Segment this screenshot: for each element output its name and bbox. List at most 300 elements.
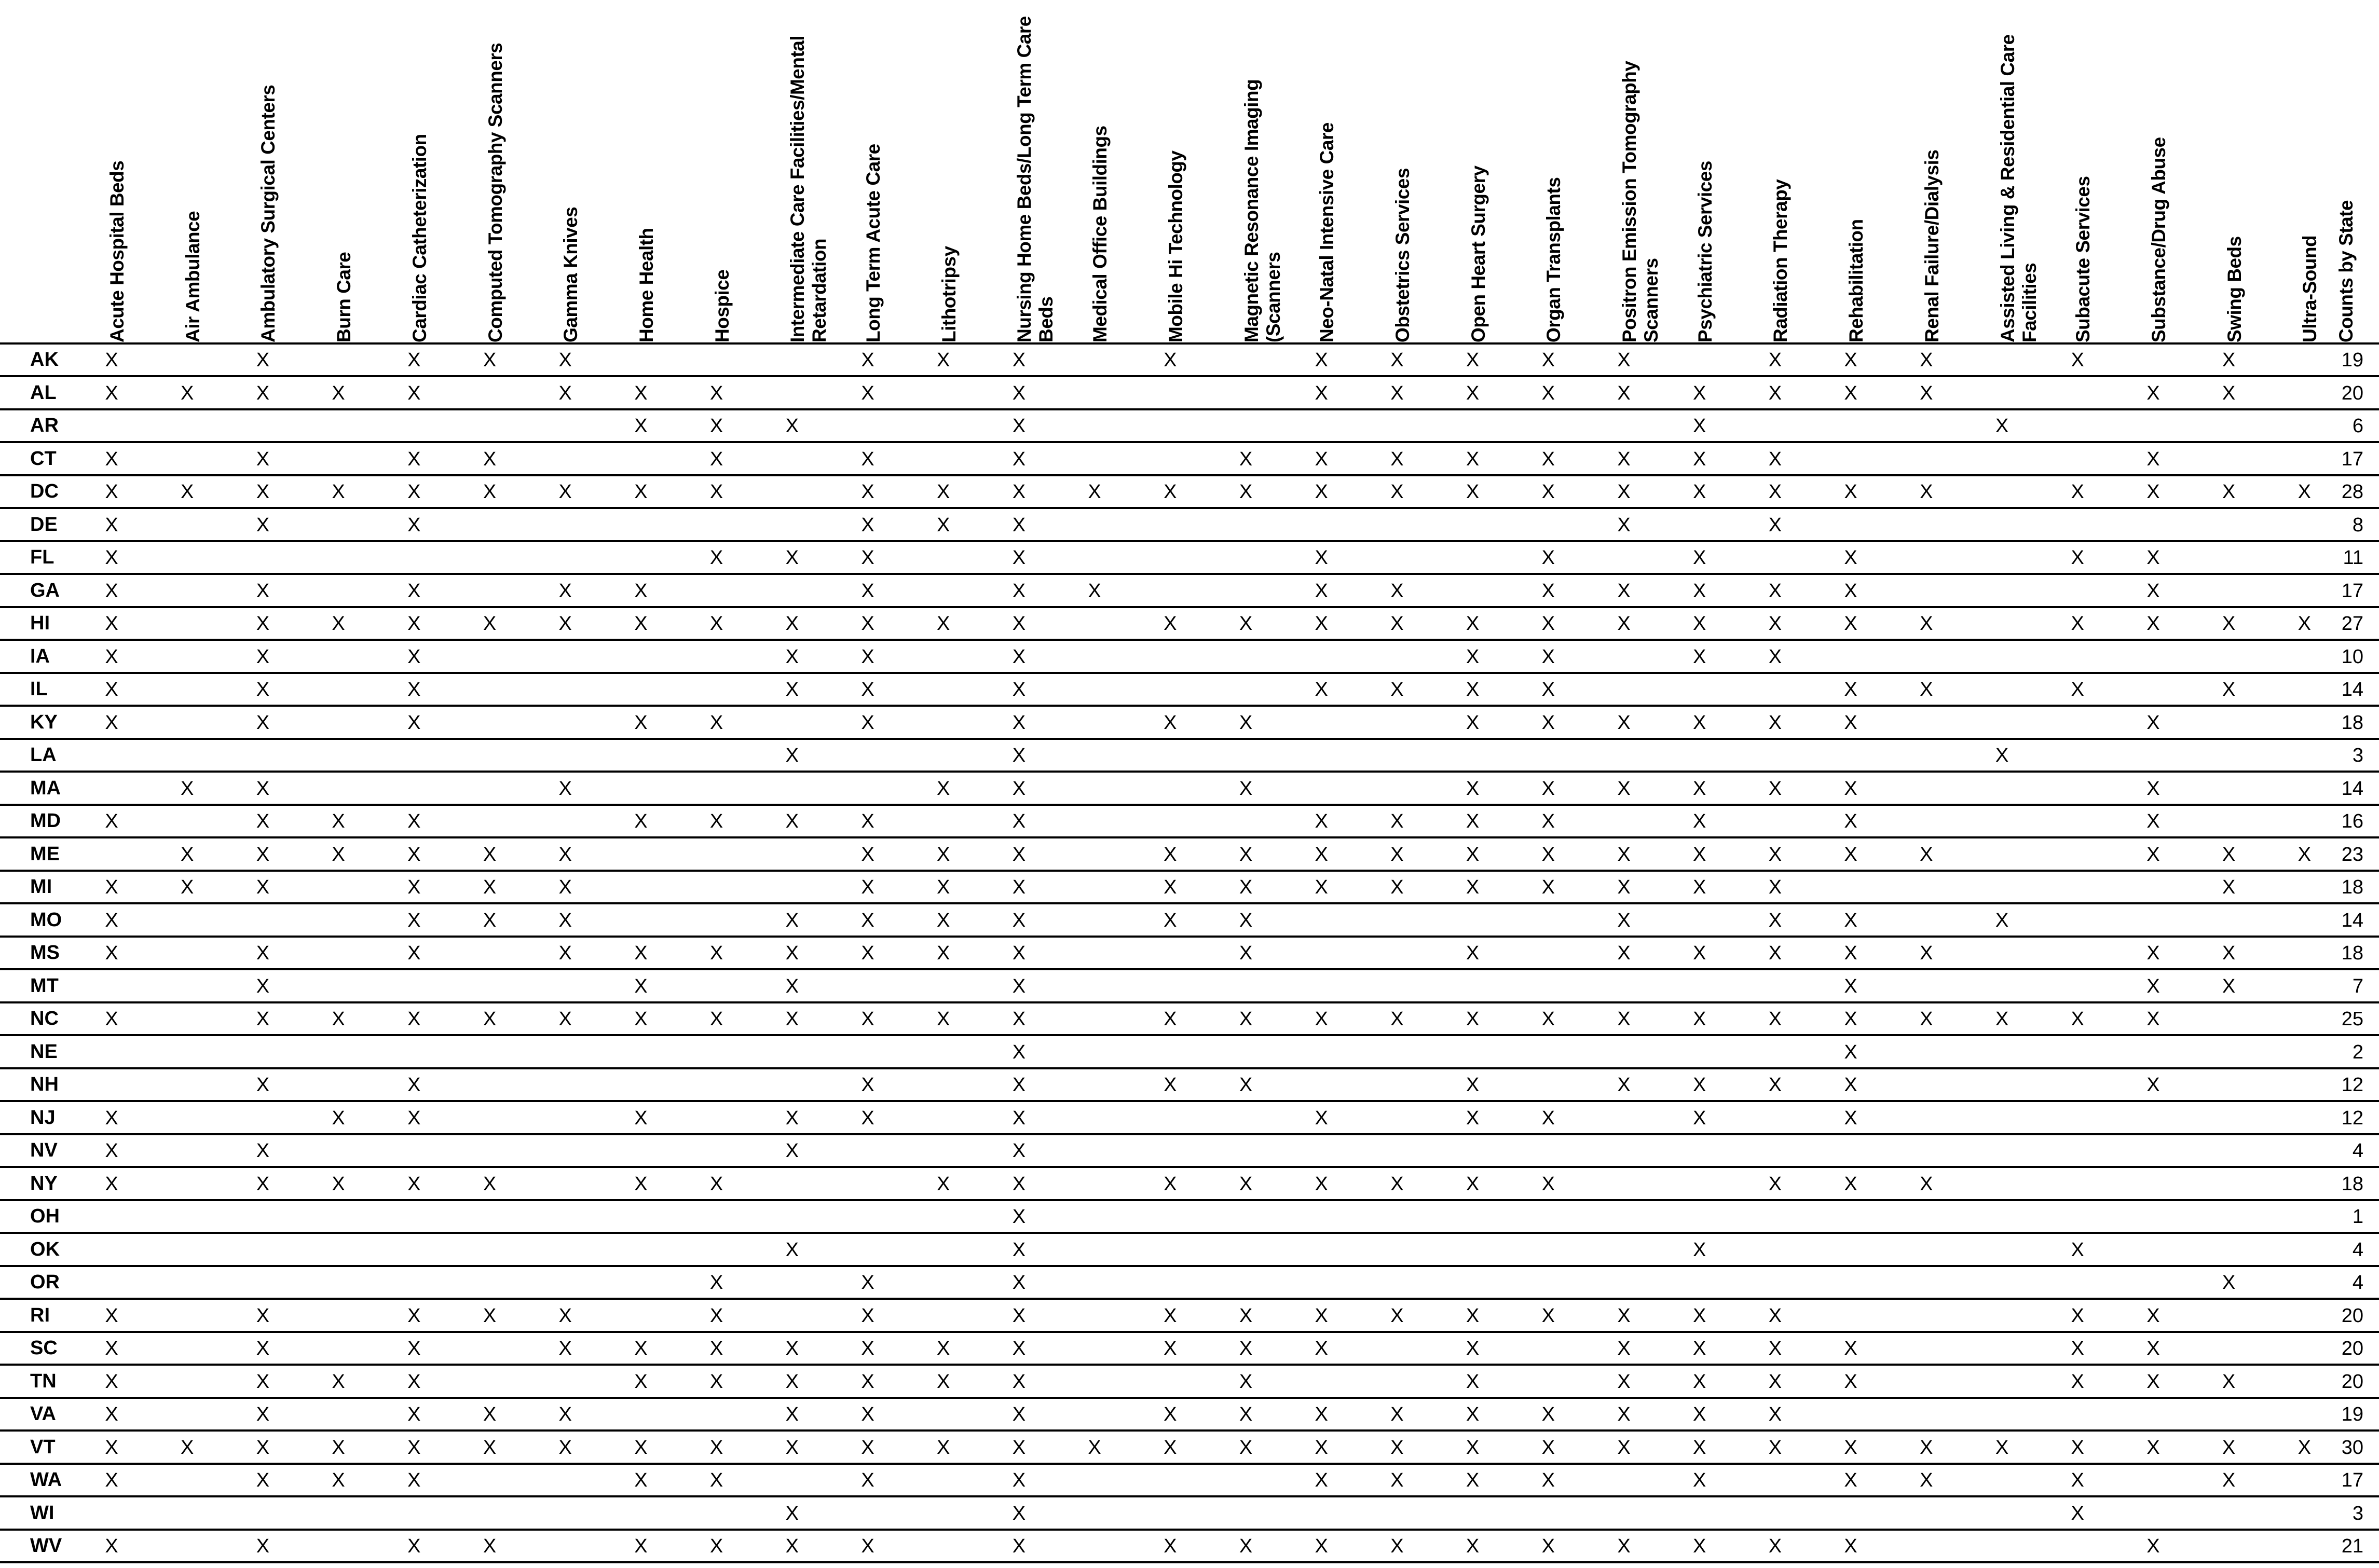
state-label: MA <box>30 777 61 799</box>
state-count: 14 <box>2341 679 2363 700</box>
service-mark: X <box>1617 1404 1631 1425</box>
service-mark: X <box>1012 1008 1026 1030</box>
service-mark: X <box>1541 580 1555 602</box>
service-mark: X <box>181 843 194 865</box>
service-mark: X <box>1239 843 1253 865</box>
service-mark: X <box>1768 514 1782 536</box>
service-mark: X <box>785 679 799 700</box>
service-mark: X <box>937 1338 950 1359</box>
service-mark: X <box>1164 1338 1177 1359</box>
service-mark: X <box>785 1535 799 1557</box>
service-mark: X <box>709 547 723 569</box>
service-mark: X <box>2222 1272 2236 1294</box>
column-header <box>847 0 920 342</box>
service-mark: X <box>1315 679 1328 700</box>
service-mark: X <box>1844 349 1857 371</box>
service-mark: X <box>2146 1008 2160 1030</box>
service-mark: X <box>1239 448 1253 470</box>
service-mark: X <box>407 679 421 700</box>
count-column-header <box>2320 0 2379 342</box>
service-mark: X <box>1239 876 1253 898</box>
column-header <box>167 0 239 342</box>
service-mark: X <box>1390 1404 1404 1425</box>
column-header <box>1527 0 1600 342</box>
state-label: MD <box>30 810 61 832</box>
state-label: LA <box>30 744 57 766</box>
service-mark: X <box>1164 613 1177 635</box>
service-mark: X <box>1768 909 1782 931</box>
service-mark: X <box>1617 514 1631 536</box>
service-mark: X <box>1012 975 1026 997</box>
service-mark: X <box>1617 942 1631 964</box>
service-mark: X <box>105 1535 118 1557</box>
service-mark: X <box>1617 909 1631 931</box>
service-mark: X <box>483 1304 497 1327</box>
service-mark: X <box>256 843 270 865</box>
service-mark: X <box>1315 448 1328 470</box>
state-count: 18 <box>2341 876 2363 898</box>
column-header <box>2057 0 2129 342</box>
service-mark: X <box>1012 679 1026 700</box>
service-mark: X <box>785 645 799 668</box>
table-row <box>0 1069 2379 1102</box>
service-mark: X <box>1012 415 1026 437</box>
table-row <box>0 1366 2379 1399</box>
service-mark: X <box>1617 1008 1631 1030</box>
service-mark: X <box>105 1173 118 1195</box>
service-mark: X <box>2222 679 2236 700</box>
service-mark: X <box>1768 481 1782 503</box>
service-mark: X <box>709 1535 723 1557</box>
service-mark: X <box>1012 843 1026 865</box>
service-mark: X <box>256 580 270 602</box>
service-mark: X <box>1239 481 1253 503</box>
service-mark: X <box>256 349 270 371</box>
service-mark: X <box>2146 810 2160 832</box>
service-mark: X <box>634 415 648 437</box>
service-mark: X <box>1844 580 1857 602</box>
service-mark: X <box>105 382 118 404</box>
service-mark: X <box>861 613 874 635</box>
service-mark: X <box>2222 481 2236 503</box>
service-mark: X <box>1012 382 1026 404</box>
column-header-label: Subacute Services <box>2072 176 2094 342</box>
service-mark: X <box>785 909 799 931</box>
service-mark: X <box>861 382 874 404</box>
service-mark: X <box>483 909 497 931</box>
service-mark: X <box>256 975 270 997</box>
service-mark: X <box>1541 679 1555 700</box>
service-mark: X <box>1920 843 1933 865</box>
service-mark: X <box>937 613 950 635</box>
service-mark: X <box>256 942 270 964</box>
state-label: DE <box>30 513 58 535</box>
service-mark: X <box>105 1008 118 1030</box>
service-mark: X <box>2146 711 2160 734</box>
service-mark: X <box>1920 942 1933 964</box>
service-mark: X <box>1617 1304 1631 1327</box>
service-mark: X <box>558 1404 572 1425</box>
column-header <box>1679 0 1752 342</box>
service-mark: X <box>105 349 118 371</box>
service-mark: X <box>709 1008 723 1030</box>
table-row <box>0 476 2379 509</box>
service-mark: X <box>1693 1074 1706 1096</box>
service-mark: X <box>1466 1304 1480 1327</box>
state-count: 3 <box>2352 1502 2363 1524</box>
service-mark: X <box>1617 843 1631 865</box>
state-count: 28 <box>2341 481 2363 503</box>
service-mark: X <box>861 1436 874 1459</box>
service-mark: X <box>1693 942 1706 964</box>
state-label: WA <box>30 1469 62 1491</box>
service-mark: X <box>2071 613 2084 635</box>
service-mark: X <box>937 349 950 371</box>
service-mark: X <box>1541 448 1555 470</box>
service-mark: X <box>861 349 874 371</box>
service-mark: X <box>1617 613 1631 635</box>
service-mark: X <box>709 1436 723 1459</box>
service-mark: X <box>1390 382 1404 404</box>
service-mark: X <box>937 876 950 898</box>
service-mark: X <box>861 679 874 700</box>
service-mark: X <box>709 1173 723 1195</box>
state-label: OH <box>30 1205 60 1227</box>
service-mark: X <box>181 876 194 898</box>
service-mark: X <box>1390 1173 1404 1195</box>
table-row <box>0 674 2379 707</box>
service-mark: X <box>1995 1436 2009 1459</box>
service-mark: X <box>1012 1502 1026 1524</box>
service-mark: X <box>181 1436 194 1459</box>
state-count: 4 <box>2352 1140 2363 1162</box>
service-mark: X <box>1012 547 1026 569</box>
table-row <box>0 510 2379 542</box>
service-mark: X <box>1390 1436 1404 1459</box>
service-mark: X <box>1693 1338 1706 1359</box>
service-mark: X <box>483 1535 497 1557</box>
table-row <box>0 1201 2379 1234</box>
service-mark: X <box>105 580 118 602</box>
service-mark: X <box>1012 580 1026 602</box>
service-mark: X <box>256 645 270 668</box>
service-mark: X <box>332 1469 345 1491</box>
service-mark: X <box>105 810 118 832</box>
service-mark: X <box>105 448 118 470</box>
service-mark: X <box>1693 843 1706 865</box>
service-mark: X <box>861 1535 874 1557</box>
column-header-label: Substance/Drug Abuse <box>2148 137 2169 342</box>
column-header-label: Nursing Home Beds/Long Term Care Beds <box>1014 16 1057 342</box>
column-header <box>242 0 315 342</box>
service-mark: X <box>105 1304 118 1327</box>
service-mark: X <box>1995 1008 2009 1030</box>
service-mark: X <box>1541 613 1555 635</box>
service-mark: X <box>1012 1206 1026 1228</box>
service-mark: X <box>256 448 270 470</box>
table-row <box>0 707 2379 740</box>
service-mark: X <box>256 481 270 503</box>
service-mark: X <box>1844 843 1857 865</box>
service-mark: X <box>1164 711 1177 734</box>
service-mark: X <box>785 613 799 635</box>
service-mark: X <box>785 745 799 766</box>
service-mark: X <box>785 547 799 569</box>
service-mark: X <box>1315 1107 1328 1129</box>
service-mark: X <box>2071 1239 2084 1261</box>
column-header-label: Home Health <box>635 228 657 342</box>
service-mark: X <box>1541 711 1555 734</box>
column-header <box>1830 0 1903 342</box>
service-mark: X <box>1768 1370 1782 1393</box>
service-mark: X <box>2222 1370 2236 1393</box>
service-mark: X <box>861 1370 874 1393</box>
service-mark: X <box>785 975 799 997</box>
service-mark: X <box>1164 481 1177 503</box>
service-mark: X <box>256 1304 270 1327</box>
service-mark: X <box>558 613 572 635</box>
service-mark: X <box>1617 580 1631 602</box>
service-mark: X <box>709 942 723 964</box>
service-mark: X <box>1768 1404 1782 1425</box>
service-mark: X <box>634 1469 648 1491</box>
state-label: GA <box>30 579 60 601</box>
service-mark: X <box>1012 1404 1026 1425</box>
service-mark: X <box>483 481 497 503</box>
service-mark: X <box>1920 1173 1933 1195</box>
service-mark: X <box>1844 975 1857 997</box>
service-mark: X <box>861 1304 874 1327</box>
service-mark: X <box>1617 777 1631 800</box>
state-label: IA <box>30 645 50 667</box>
column-header <box>2208 0 2281 342</box>
service-mark: X <box>634 942 648 964</box>
service-mark: X <box>1315 876 1328 898</box>
service-mark: X <box>861 514 874 536</box>
service-mark: X <box>785 942 799 964</box>
service-mark: X <box>1693 415 1706 437</box>
column-header-label: Acute Hospital Beds <box>106 160 128 342</box>
table-row <box>0 542 2379 575</box>
column-header-label: Rehabilitation <box>1845 219 1867 342</box>
service-mark: X <box>1012 1041 1026 1063</box>
column-header <box>1981 0 2054 342</box>
table-row <box>0 773 2379 806</box>
service-mark: X <box>2071 1469 2084 1491</box>
service-mark: X <box>1768 645 1782 668</box>
state-count: 16 <box>2341 810 2363 832</box>
service-mark: X <box>1844 777 1857 800</box>
service-mark: X <box>256 679 270 700</box>
service-mark: X <box>105 481 118 503</box>
service-mark: X <box>2071 481 2084 503</box>
service-mark: X <box>1693 1107 1706 1129</box>
column-header-label: Ambulatory Surgical Centers <box>257 85 279 342</box>
column-header-label: Renal Failure/Dialysis <box>1921 149 1943 342</box>
service-mark: X <box>1164 1008 1177 1030</box>
service-mark: X <box>1541 349 1555 371</box>
service-mark: X <box>1541 1436 1555 1459</box>
service-mark: X <box>1693 1304 1706 1327</box>
service-mark: X <box>558 843 572 865</box>
column-header-label: Obstetrics Services <box>1391 168 1413 342</box>
state-count: 18 <box>2341 942 2363 964</box>
service-mark: X <box>256 382 270 404</box>
service-mark: X <box>1239 1370 1253 1393</box>
service-mark: X <box>105 942 118 964</box>
service-mark: X <box>1768 613 1782 635</box>
service-mark: X <box>1617 1436 1631 1459</box>
table-row <box>0 1135 2379 1168</box>
service-mark: X <box>1466 1074 1480 1096</box>
service-mark: X <box>2071 1008 2084 1030</box>
state-label: NH <box>30 1074 59 1095</box>
service-mark: X <box>1012 514 1026 536</box>
state-count: 14 <box>2341 777 2363 800</box>
service-mark: X <box>1768 1304 1782 1327</box>
service-mark: X <box>181 777 194 800</box>
service-mark: X <box>1315 810 1328 832</box>
service-mark: X <box>1693 1535 1706 1557</box>
service-mark: X <box>1239 1173 1253 1195</box>
column-header <box>1603 0 1676 342</box>
table-row <box>0 1234 2379 1267</box>
service-mark: X <box>1315 1535 1328 1557</box>
service-mark: X <box>332 810 345 832</box>
service-mark: X <box>1995 415 2009 437</box>
service-mark: X <box>1693 645 1706 668</box>
service-mark: X <box>332 481 345 503</box>
service-mark: X <box>861 843 874 865</box>
service-mark: X <box>1466 1107 1480 1129</box>
column-header-label: Psychiatric Services <box>1694 161 1716 342</box>
service-mark: X <box>1466 1436 1480 1459</box>
service-mark: X <box>861 645 874 668</box>
service-mark: X <box>1617 876 1631 898</box>
service-mark: X <box>2222 613 2236 635</box>
service-mark: X <box>1920 349 1933 371</box>
column-header <box>998 0 1071 342</box>
service-mark: X <box>1466 810 1480 832</box>
column-header-label: Radiation Therapy <box>1770 179 1792 342</box>
service-mark: X <box>1844 1469 1857 1491</box>
table-row <box>0 345 2379 377</box>
service-mark: X <box>2146 580 2160 602</box>
service-mark: X <box>1844 942 1857 964</box>
service-mark: X <box>937 942 950 964</box>
state-label: OR <box>30 1271 60 1293</box>
service-mark: X <box>1315 547 1328 569</box>
table-row <box>0 806 2379 838</box>
service-mark: X <box>937 1173 950 1195</box>
service-mark: X <box>1995 909 2009 931</box>
service-mark: X <box>1844 1370 1857 1393</box>
service-mark: X <box>1239 711 1253 734</box>
state-count: 10 <box>2341 645 2363 668</box>
service-mark: X <box>483 876 497 898</box>
service-mark: X <box>483 613 497 635</box>
column-header-label: Neo-Natal Intensive Care <box>1316 122 1338 342</box>
service-mark: X <box>709 1338 723 1359</box>
service-mark: X <box>1390 613 1404 635</box>
service-mark: X <box>1390 1304 1404 1327</box>
service-mark: X <box>1768 448 1782 470</box>
service-mark: X <box>1844 1338 1857 1359</box>
service-mark: X <box>1768 942 1782 964</box>
service-mark: X <box>1541 1404 1555 1425</box>
column-header <box>1754 0 1827 342</box>
service-mark: X <box>1239 909 1253 931</box>
state-count: 25 <box>2341 1008 2363 1030</box>
service-mark: X <box>937 1008 950 1030</box>
service-mark: X <box>1315 1304 1328 1327</box>
state-count: 6 <box>2352 415 2363 437</box>
service-mark: X <box>2146 1370 2160 1393</box>
state-count: 18 <box>2341 711 2363 734</box>
service-mark: X <box>332 1436 345 1459</box>
service-mark: X <box>634 810 648 832</box>
service-mark: X <box>2071 1304 2084 1327</box>
state-count: 2 <box>2352 1041 2363 1063</box>
service-mark: X <box>1390 843 1404 865</box>
table-row <box>0 410 2379 443</box>
service-mark: X <box>2146 942 2160 964</box>
service-mark: X <box>2071 547 2084 569</box>
service-mark: X <box>1541 1107 1555 1129</box>
service-mark: X <box>1012 909 1026 931</box>
service-mark: X <box>1315 481 1328 503</box>
column-header <box>393 0 466 342</box>
service-mark: X <box>407 1370 421 1393</box>
service-mark: X <box>1315 349 1328 371</box>
service-mark: X <box>1012 1239 1026 1261</box>
service-mark: X <box>1012 942 1026 964</box>
service-mark: X <box>1390 349 1404 371</box>
table-row <box>0 378 2379 410</box>
service-mark: X <box>1693 448 1706 470</box>
service-mark: X <box>1315 1404 1328 1425</box>
service-mark: X <box>256 1404 270 1425</box>
service-mark: X <box>634 1338 648 1359</box>
service-mark: X <box>558 876 572 898</box>
state-count: 30 <box>2341 1436 2363 1459</box>
service-mark: X <box>634 711 648 734</box>
service-mark: X <box>1466 777 1480 800</box>
state-label: NE <box>30 1040 58 1063</box>
service-mark: X <box>1541 1008 1555 1030</box>
service-mark: X <box>1012 481 1026 503</box>
service-mark: X <box>256 1469 270 1491</box>
service-mark: X <box>1239 1436 1253 1459</box>
service-mark: X <box>1390 1535 1404 1557</box>
service-mark: X <box>1239 1404 1253 1425</box>
service-mark: X <box>1239 1338 1253 1359</box>
service-mark: X <box>256 810 270 832</box>
column-header <box>1074 0 1146 342</box>
service-mark: X <box>1466 942 1480 964</box>
service-mark: X <box>256 1370 270 1393</box>
service-mark: X <box>256 1338 270 1359</box>
service-mark: X <box>1693 580 1706 602</box>
state-label: TN <box>30 1370 57 1392</box>
service-mark: X <box>483 1173 497 1195</box>
service-mark: X <box>634 613 648 635</box>
service-mark: X <box>634 1173 648 1195</box>
service-mark: X <box>181 382 194 404</box>
state-label: KY <box>30 711 58 733</box>
service-mark: X <box>2222 876 2236 898</box>
service-mark: X <box>1920 1436 1933 1459</box>
